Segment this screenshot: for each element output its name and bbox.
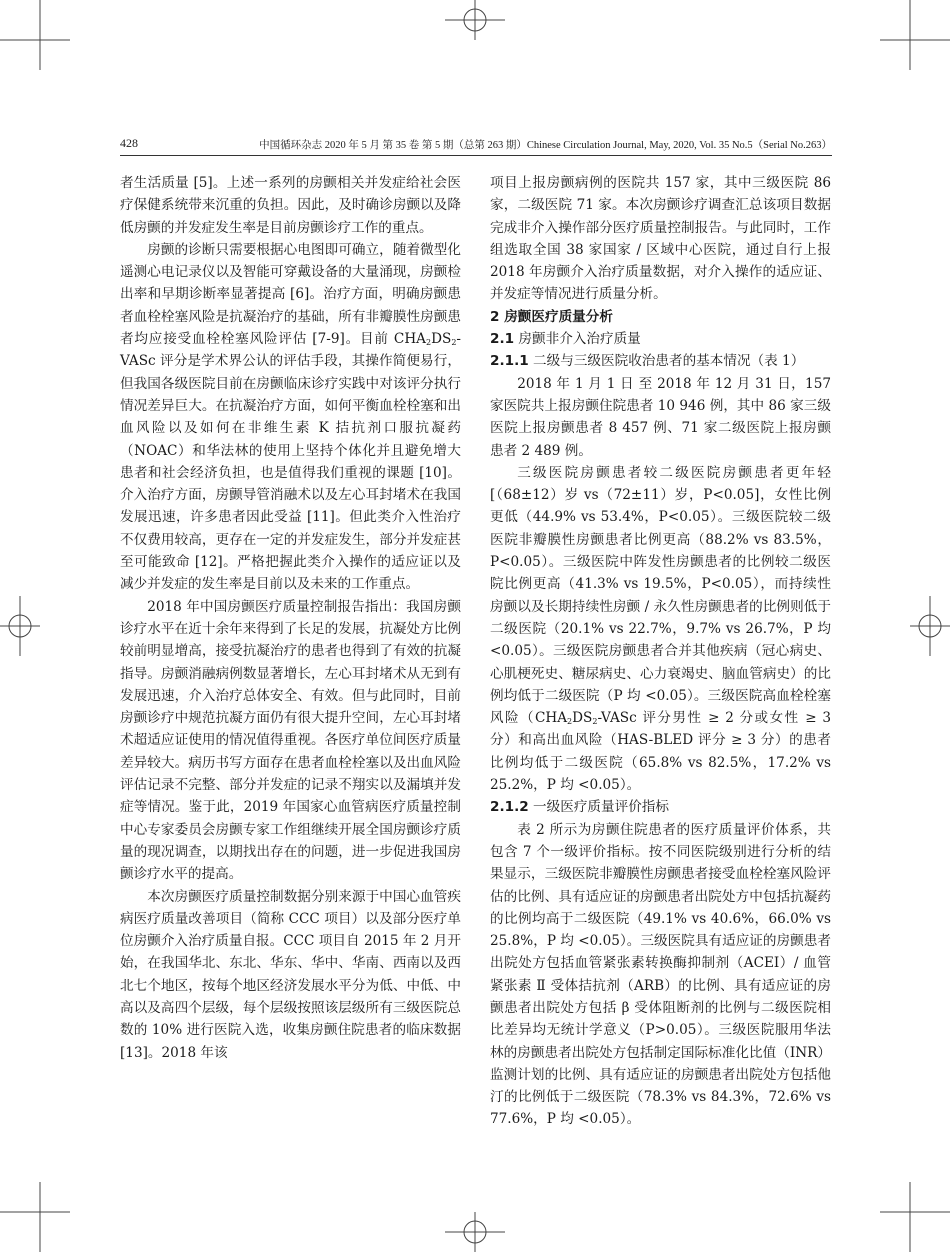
subscript: 2 [426, 338, 432, 348]
paragraph: 本次房颤医疗质量控制数据分别来源于中国心血管疾病医疗质量改善项目（简称 CCC 项目）以及部分医疗单位房颤介入治疗质量自报。CCC 项目自 2015 年 2 月开始，在我国华北、东北、华东、华中、华南、西南以及西北七个地区，按每个地区经济发展水平分为低、中低、中高以及高四个层级，每个层级按照该层级所有三级医院总数的 10% 进行医院入选，收集房颤住院患者的临床数据 [13]。2018 年该 [120, 888, 461, 1061]
subsubsection-heading [490, 796, 831, 818]
text-run: -VASc 评分男性 ≥ 2 分或女性 ≥ 3 分）和高出血风险（HAS-BLED 评分 ≥ 3 分）的患者比例均低于二级医院（65.8% vs 82.5%，17.2% vs 25.2%，P 均 <0.05）。 [490, 710, 831, 794]
text-run: -VASc 评分是学术界公认的评估手段，其操作简便易行，但我国各级医院目前在房颤临床诊疗实践中对该评分执行情况差异巨大。在抗凝治疗方面，如何平衡血栓栓塞和出血风险以及如何在非维生素 K 拮抗剂口服抗凝药（NOAC）和华法林的使用上坚持个体化并且避免增大患者和社会经济负担，也是值得我们重视的课题 [10]。介入治疗方面，房颤导管消融术以及左心耳封堵术在我国发展迅速，许多患者因此受益 [11]。但此类介入性治疗不仅费用较高，更存在一定的并发症发生，部分并发症甚至可能致命 [12]。严格把握此类介入操作的适应证以及减少并发症的发生率是目前以及未来的工作重点。 [120, 331, 461, 593]
section-title: 房颤非介入治疗质量 [518, 331, 641, 348]
text-run: 三级医院房颤患者较二级医院房颤患者更年轻 [（68±12）岁 vs（72±11）岁，P<0.05]，女性比例更低（44.9% vs 53.4%，P<0.05）。三级医院较二级医院非瓣膜性房颤患者比例更高（88.2% vs 83.5%，P<0.05）。三级医院中阵发性房颤患者的比例较二级医院比例更高（41.3% vs 19.5%，P<0.05），而持续性房颤以及长期持续性房颤 / 永久性房颤患者的比例则低于二级医院（20.1% vs 22.7%，9.7% vs 26.7%，P 均 <0.05）。三级医院房颤患者合并其他疾病（冠心病史、心肌梗死史、糖尿病史、心力衰竭史、脑血管病史）的比例均低于二级医院（P 均 <0.05）。三级医院高血栓栓塞风险（CHA [490, 464, 831, 727]
paragraph [120, 239, 461, 596]
text-run: DS [572, 710, 593, 727]
paragraph: 表 2 所示为房颤住院患者的医疗质量评价体系，共包含 7 个一级评价指标。按不同医院级别进行分析的结果显示，三级医院非瓣膜性房颤患者接受血栓栓塞风险评估的比例、具有适应证的房颤患者出院处方中包括抗凝药的比例均高于二级医院（49.1% vs 40.6%，66.0% vs 25.8%，P 均 <0.05）。三级医院具有适应证的房颤患者出院处方包括血管紧张素转换酶抑制剂（ACEI）/ 血管紧张素 Ⅱ 受体拮抗剂（ARB）的比例、具有适应证的房颤患者出院处方包括 β 受体阻断剂的比例与二级医院相比差异均无统计学意义（P>0.05）。三级医院服用华法林的房颤患者出院处方包括制定国际标准化比值（INR）监测计划的比例、具有适应证的房颤患者出院处方包括他汀的比例低于二级医院（78.3% vs 84.3%，72.6% vs 77.6%，P 均 <0.05）。 [490, 821, 831, 1128]
page-number: 428 [120, 136, 138, 150]
left-column [120, 172, 461, 1064]
subscript: 2 [592, 717, 598, 727]
right-column [490, 172, 831, 1131]
section-number: 2.1 [490, 331, 515, 348]
section-number: 2.1.1 [490, 353, 529, 370]
paragraph: 2018 年中国房颤医疗质量控制报告指出：我国房颤诊疗水平在近十余年来得到了长足的发展，抗凝处方比例较前明显增高，接受抗凝治疗的患者也得到了有效的抗凝指导。房颤消融病例数显著增长，左心耳封堵术从无到有发展迅速，介入治疗总体安全、有效。但与此同时，目前房颤诊疗中规范抗凝方面仍有很大提升空间，左心耳封堵术超适应证使用的情况值得重视。各医疗单位间医疗质量差异较大。病历书写方面存在患者血栓栓塞以及出血风险评估记录不完整、部分并发症的记录不翔实以及漏填并发症等情况。鉴于此，2019 年国家心血管病医疗质量控制中心专家委员会房颤专家工作组继续开展全国房颤诊疗质量的现况调查，以期找出存在的问题，进一步促进我国房颤诊疗水平的提高。 [120, 598, 461, 883]
subscript: 2 [567, 717, 573, 727]
text-run: DS [431, 331, 452, 348]
subsection-heading [490, 328, 831, 350]
text-run: 房颤的诊断只需要根据心电图即可确立，随着微型化遥测心电记录仪以及智能可穿戴设备的大量涌现，房颤检出率和早期诊断率显著提高 [6]。治疗方面，明确房颤患者血栓栓塞风险是抗凝治疗的基础，所有非瓣膜性房颤患者均应接受血栓栓塞风险评估 [7-9]。目前 CHA [120, 241, 461, 348]
paragraph [490, 462, 831, 796]
section-heading: 2 房颤医疗质量分析 [490, 308, 613, 325]
header-rule [120, 155, 832, 156]
running-header: 中国循环杂志 2020 年 5 月 第 35 卷 第 5 期（总第 263 期）Chinese Circulation Journal, May, 2020, Vol. 35 No.5（Serial No.263） [259, 140, 832, 151]
section-number: 2.1.2 [490, 799, 529, 816]
subsubsection-heading [490, 350, 831, 372]
paragraph: 项目上报房颤病例的医院共 157 家，其中三级医院 86 家，二级医院 71 家。本次房颤诊疗调查汇总该项目数据完成非介入操作部分医疗质量控制报告。与此同时，工作组选取全国 38 家国家 / 区域中心医院，通过自行上报 2018 年房颤介入治疗质量数据，对介入操作的适应证、并发症等情况进行质量分析。 [490, 175, 831, 303]
section-title: 二级与三级医院收治患者的基本情况（表 1） [533, 353, 805, 370]
subscript: 2 [451, 338, 457, 348]
paragraph: 2018 年 1 月 1 日 至 2018 年 12 月 31 日，157 家医院共上报房颤住院患者 10 946 例，其中 86 家三级医院上报房颤患者 8 457 例、71 家二级医院上报房颤患者 2 489 例。 [490, 375, 831, 459]
paragraph: 者生活质量 [5]。上述一系列的房颤相关并发症给社会医疗保健系统带来沉重的负担。因此，及时确诊房颤以及降低房颤的并发症发生率是目前房颤诊疗工作的重点。 [120, 175, 461, 236]
section-title: 一级医疗质量评价指标 [533, 799, 669, 816]
